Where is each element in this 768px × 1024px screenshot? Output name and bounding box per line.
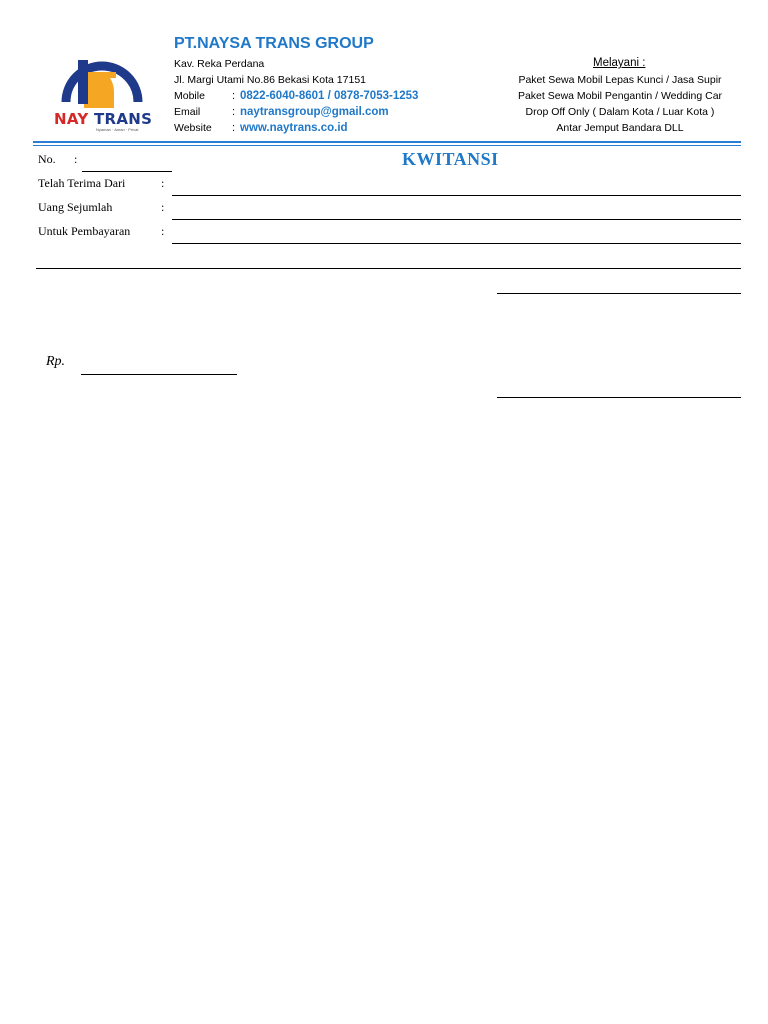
payment-for-field-line[interactable] <box>172 243 741 244</box>
email-label: Email <box>174 106 201 118</box>
address-line-2: Jl. Margi Utami No.86 Bekasi Kota 17151 <box>174 74 367 86</box>
no-colon: : <box>74 152 78 166</box>
mobile-label: Mobile <box>174 90 205 102</box>
logo-wordmark-text: NAY TRANS <box>54 110 153 128</box>
received-from-field-line[interactable] <box>172 195 741 196</box>
amount-words-field-line[interactable] <box>172 219 741 220</box>
date-place-line[interactable] <box>497 293 741 294</box>
service-item: Drop Off Only ( Dalam Kota / Luar Kota ) <box>525 106 715 118</box>
currency-label: Rp. <box>46 354 66 369</box>
payment-for-extra-line[interactable] <box>36 268 741 269</box>
logo-wordmark <box>54 110 152 128</box>
services-heading: Melayani : <box>593 57 646 69</box>
website-colon: : <box>232 122 236 134</box>
no-field-line[interactable] <box>82 171 172 172</box>
payment-for-colon: : <box>161 224 165 238</box>
service-item: Paket Sewa Mobil Pengantin / Wedding Car <box>517 90 723 102</box>
amount-words-colon: : <box>161 200 165 214</box>
email-link[interactable]: naytransgroup@gmail.com <box>240 106 389 118</box>
mobile-value[interactable]: 0822-6040-8601 / 0878-7053-1253 <box>240 90 419 102</box>
website-label: Website <box>174 122 212 134</box>
address-line-1: Kav. Reka Perdana <box>174 58 265 70</box>
amount-words-label: Uang Sejumlah <box>38 200 113 214</box>
signature-line[interactable] <box>497 397 741 398</box>
payment-for-label: Untuk Pembayaran <box>38 224 131 238</box>
service-item: Antar Jemput Bandara DLL <box>556 122 684 134</box>
mobile-colon: : <box>232 90 236 102</box>
header-divider-secondary <box>33 145 741 146</box>
no-label: No. <box>38 152 56 166</box>
amount-field-line[interactable] <box>81 374 237 375</box>
email-colon: : <box>232 106 236 118</box>
website-link[interactable]: www.naytrans.co.id <box>240 122 348 134</box>
received-from-label: Telah Terima Dari <box>38 176 126 190</box>
service-item: Paket Sewa Mobil Lepas Kunci / Jasa Supir <box>518 74 722 86</box>
received-from-colon: : <box>161 176 165 190</box>
receipt-title: KWITANSI <box>402 149 499 169</box>
header-divider <box>33 141 741 143</box>
logo-tagline: Nyaman · Aman · Privat <box>96 127 139 132</box>
company-name: PT.NAYSA TRANS GROUP <box>174 35 374 52</box>
